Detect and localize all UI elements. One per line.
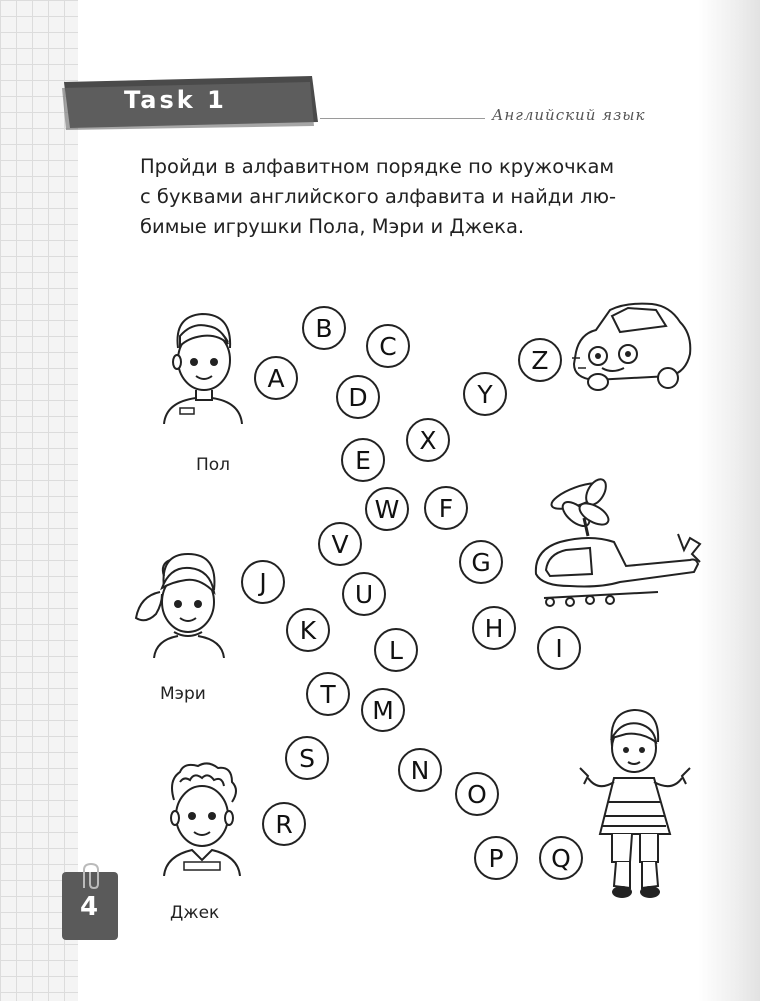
instruction-line: бимые игрушки Пола, Мэри и Джека. bbox=[140, 215, 525, 238]
grid-margin bbox=[0, 0, 78, 1001]
letter-circle-s[interactable]: S bbox=[285, 736, 329, 780]
letter-circle-o[interactable]: O bbox=[455, 772, 499, 816]
mary-portrait bbox=[130, 548, 242, 658]
paul-portrait bbox=[156, 308, 248, 424]
letter-circle-b[interactable]: B bbox=[302, 306, 346, 350]
letter-circle-n[interactable]: N bbox=[398, 748, 442, 792]
page-number: 4 bbox=[79, 892, 99, 922]
letter-circle-i[interactable]: I bbox=[537, 626, 581, 670]
subject-title: Английский язык bbox=[492, 106, 646, 124]
letter-circle-a[interactable]: A bbox=[254, 356, 298, 400]
instruction-line: с буквами английского алфавита и найди лю- bbox=[140, 185, 617, 208]
letter-circle-q[interactable]: Q bbox=[539, 836, 583, 880]
letter-circle-c[interactable]: C bbox=[366, 324, 410, 368]
letter-circle-w[interactable]: W bbox=[365, 487, 409, 531]
letter-circle-h[interactable]: H bbox=[472, 606, 516, 650]
mary-name: Мэри bbox=[160, 684, 206, 704]
letter-circle-p[interactable]: P bbox=[474, 836, 518, 880]
letter-circle-m[interactable]: M bbox=[361, 688, 405, 732]
header-divider bbox=[320, 118, 485, 119]
letter-circle-d[interactable]: D bbox=[336, 375, 380, 419]
letter-circle-f[interactable]: F bbox=[424, 486, 468, 530]
letter-circle-l[interactable]: L bbox=[374, 628, 418, 672]
letter-circle-g[interactable]: G bbox=[459, 540, 503, 584]
letter-circle-y[interactable]: Y bbox=[463, 372, 507, 416]
paul-name: Пол bbox=[196, 455, 231, 475]
helicopter-picture bbox=[530, 474, 704, 614]
letter-circle-x[interactable]: X bbox=[406, 418, 450, 462]
car-picture bbox=[566, 298, 696, 394]
letter-circle-z[interactable]: Z bbox=[518, 338, 562, 382]
letter-circle-k[interactable]: K bbox=[286, 608, 330, 652]
letter-circle-e[interactable]: E bbox=[341, 438, 385, 482]
instruction-text bbox=[140, 152, 700, 242]
letter-circle-j[interactable]: J bbox=[241, 560, 285, 604]
letter-circle-t[interactable]: T bbox=[306, 672, 350, 716]
doll-picture bbox=[578, 702, 698, 902]
letter-circle-r[interactable]: R bbox=[262, 802, 306, 846]
jack-name: Джек bbox=[170, 903, 220, 923]
letter-circle-u[interactable]: U bbox=[342, 572, 386, 616]
letter-circle-v[interactable]: V bbox=[318, 522, 362, 566]
instruction-line: Пройди в алфавитном порядке по кружочкам bbox=[140, 155, 615, 178]
task-label: Task 1 bbox=[124, 86, 227, 114]
paperclip-icon bbox=[78, 862, 104, 892]
jack-portrait bbox=[154, 760, 250, 876]
page-edge-shadow bbox=[698, 0, 760, 1001]
